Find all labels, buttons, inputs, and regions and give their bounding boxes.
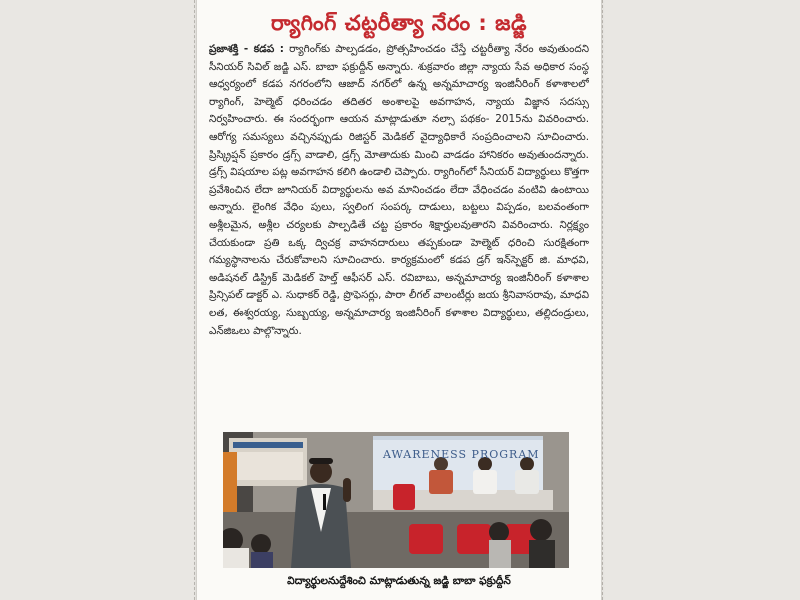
headline: ర్యాగింగ్ చట్టరీత్యా నేరం : జడ్జి (271, 11, 527, 35)
flower-garland (223, 452, 237, 512)
red-chair (409, 524, 443, 554)
newspaper-clipping (196, 0, 602, 600)
photo-caption: విద్యార్థులనుద్దేశించి మాట్లాడుతున్న జడ్జి బాబా ఫక్రుద్దీన్ (287, 575, 511, 587)
article-body (209, 41, 589, 421)
red-chair (393, 484, 415, 510)
audience-member (251, 534, 271, 554)
microphone-icon (323, 494, 326, 510)
red-chair (457, 524, 491, 554)
event-photo (223, 432, 569, 568)
speaker-raised-hand (343, 478, 351, 502)
article-text: ర్యాగింగ్‌కు పాల్పడడం, ప్రోత్సహించడం చేస్తే చట్టరీత్యా నేరం అవుతుందని సీనియర్ సివిల్ జడ్జి ఎస్. బాబా ఫక్రుద్దీన్ అన్నారు. శుక్రవారం జిల్లా న్యాయ సేవ అధికార సంస్థ ఆధ్వర్యంలో కడప నగరంలోని ఆజాద్ నగర్‌లో ఉన్న అన్నమాచార్య ఇంజినీరింగ్ కళాశాలలో ర్యాగింగ్, హెల్మెట్ ధరించడం తదితర అంశాలపై అవగాహన, న్యాయ విజ్ఞాన సదస్సు నిర్వహించారు. ఈ సందర్భంగా ఆయన మాట్లాడుతూ నల్సా పథకం- 2015ను వివరించారు. ఆరోగ్య సమస్యలు వచ్చినప్పుడు రిజిస్టర్ మెడికల్ వైద్యాధికారే సంప్రదించాలని సూచించారు. ప్రిస్క్రిప్షన్ ప్రకారం డ్రగ్స్ వాడాలి, డ్రగ్స్ మోతాదుకు మించి వాడడం హానికరం అవుతుందన్నారు. డ్రగ్స్ విషయాల పట్ల అవగాహన కలిగి ఉండాలి చెప్పారు. ర్యాగింగ్‌లో సీనియర్ విద్యార్థులు కొత్తగా ప్రవేశించిన లేదా జూనియర్ విద్యార్థులను అవ మానించడం లేదా వేధించడం వంటివి ఉంటాయి అన్నారు. లైంగిక వేధిం పులు, స్వలింగ సంపర్క దాడులు, బట్టలు విప్పడం, బలవంతంగా అశ్లీలమైన, అశ్లీల చర్యలకు పాల్పడితే చట్ట ప్రకారం శిక్షార్హులవుతారని వివరించారు. నిర్లక్ష్యం చేయకుండా ప్రతి ఒక్క ద్విచక్ర వాహనదారులు తప్పకుండా హెల్మెట్ ధరించి సురక్షితంగా గమ్యస్థానాలను చేరుకోవాలని సూచించారు. కార్యక్రమంలో కడప డ్రగ్ ఇన్‌స్పెక్టర్ జి. మాధవి, అడిషనల్ డిస్ట్రిక్ మెడికల్ హెల్త్ ఆఫీసర్ ఎస్. రవిబాబు, అన్నమాచార్య ఇంజినీరింగ్ కళాశాల ప్రిన్సిపల్ డాక్టర్ ఎ. సుధాకర్ రెడ్డి, ప్రొఫెసర్లు, పారా లీగల్ వాలంటీర్లు జయ శ్రీనివాసరావు, మాధవి లత, ఈశ్వరయ్య, సుబ్బయ్య, అన్నమాచార్య ఇంజినీరింగ్ కళాశాల విద్యార్థులు, తల్లిదండ్రులు, ఎన్‌జిఒలు పాల్గొన్నారు. (209, 43, 589, 337)
speaker-head (310, 461, 332, 483)
article-dateline: ప్రజాశక్తి - కడప : (209, 43, 284, 55)
banner-text: AWARENESS PROGRAM (383, 448, 540, 461)
right-cut-edge (602, 0, 603, 600)
audience-member (530, 519, 552, 541)
left-cut-edge (194, 0, 195, 600)
audience-member (489, 522, 509, 542)
